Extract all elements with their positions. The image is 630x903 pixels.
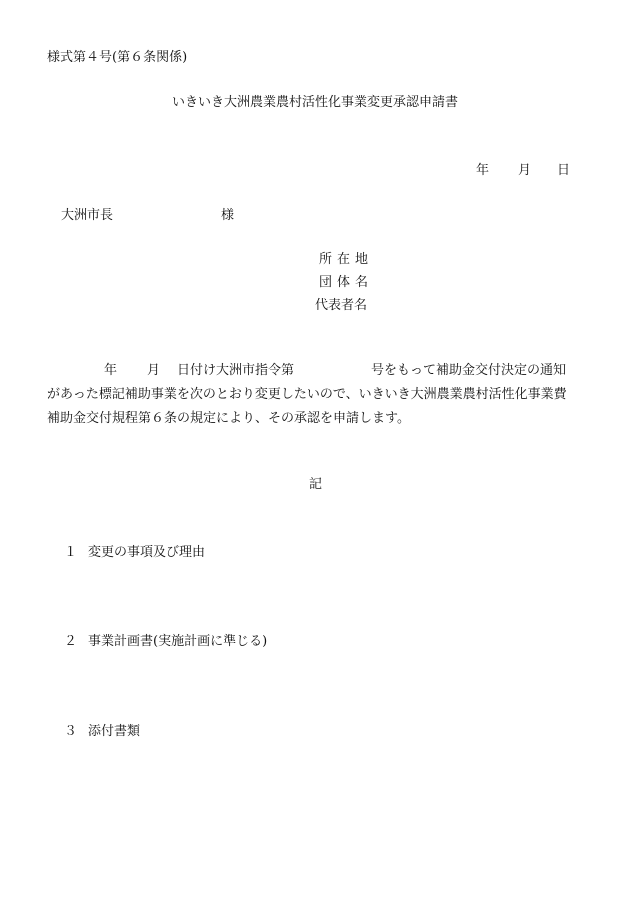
addressee-name: 大洲市長 <box>61 208 114 223</box>
item-text: 変更の事項及び理由 <box>88 545 206 560</box>
applicant-address-label: 所在地 <box>319 252 374 267</box>
body-paragraph <box>47 364 587 436</box>
ki-heading: 記 <box>309 477 323 492</box>
body-year-label: 年 <box>104 363 118 378</box>
item-number: ３ <box>64 724 78 739</box>
document-title: いきいき大洲農業農村活性化事業変更承認申請書 <box>172 95 459 110</box>
item-number: ２ <box>64 634 78 649</box>
body-directive-prefix: 日付け大洲市指令第 <box>177 363 295 378</box>
item-text: 添付書類 <box>88 724 141 739</box>
body-directive-suffix: 号をもって補助金交付決定の通知 <box>371 363 567 378</box>
item-number: １ <box>64 545 78 560</box>
body-line-1 <box>47 364 587 388</box>
date-year-label: 年 <box>476 163 490 178</box>
list-item <box>64 635 267 648</box>
date-day-label: 日 <box>557 163 571 178</box>
applicant-representative-label: 代表者名 <box>315 298 368 313</box>
date-month-label: 月 <box>518 163 532 178</box>
item-text: 事業計画書(実施計画に準じる) <box>88 634 268 649</box>
list-item <box>64 546 205 559</box>
list-item <box>64 725 140 738</box>
body-line-2: があった標記補助事業を次のとおり変更したいので、いきいき大洲農業農村活性化事業費 <box>47 387 567 402</box>
form-number: 様式第４号(第６条関係) <box>47 50 188 65</box>
body-month-label: 月 <box>147 363 161 378</box>
addressee-honorific: 様 <box>221 208 235 223</box>
body-line-3: 補助金交付規程第６条の規定により、その承認を申請します。 <box>47 411 410 426</box>
applicant-organization-label: 団体名 <box>319 275 374 290</box>
